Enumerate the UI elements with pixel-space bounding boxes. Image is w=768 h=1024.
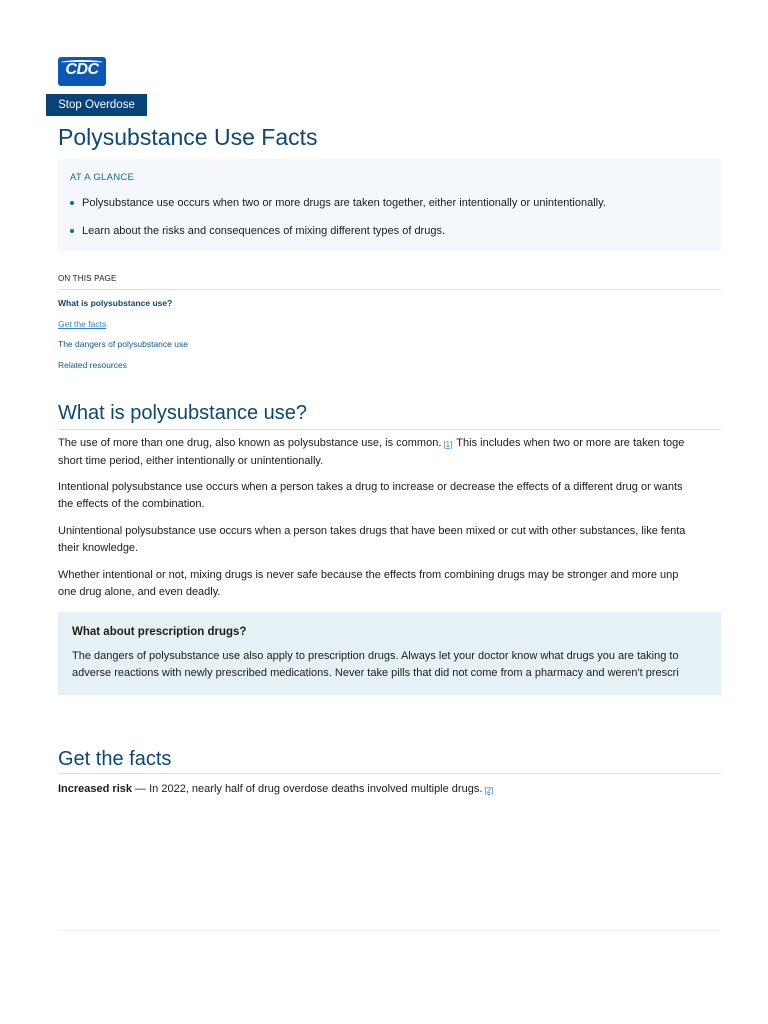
- logo-text: CDC: [65, 61, 99, 78]
- divider: [58, 429, 721, 430]
- at-a-glance-box: [58, 159, 721, 251]
- toc-link-what-is[interactable]: What is polysubstance use?: [58, 298, 173, 308]
- stop-overdose-tag[interactable]: Stop Overdose: [46, 94, 147, 116]
- callout-title: What about prescription drugs?: [72, 626, 247, 638]
- section-heading-what-is: What is polysubstance use?: [58, 402, 308, 424]
- callout-text: adverse reactions with newly prescribed medications. Never take pills that did not come from a pharmacy and weren't prescri: [72, 667, 679, 679]
- paragraph-text: Unintentional polysubstance use occurs when a person takes drugs that have been mixed or cut with other substances, like fenta: [58, 525, 686, 537]
- toc-link-dangers[interactable]: The dangers of polysubstance use: [58, 339, 188, 349]
- list-item: [70, 225, 606, 253]
- bullet-icon: [70, 229, 74, 233]
- reference-link-2[interactable]: [2]: [484, 786, 494, 795]
- reference-link-1[interactable]: [1]: [443, 440, 453, 449]
- cdc-logo[interactable]: [58, 57, 106, 86]
- paragraph-text: Whether intentional or not, mixing drugs is never safe because the effects from combining drugs may be stronger and more unp: [58, 569, 679, 581]
- paragraph: [58, 479, 721, 513]
- paragraph: [58, 435, 721, 470]
- paragraph-text: their knowledge.: [58, 542, 139, 554]
- bullet-icon: [70, 201, 74, 205]
- divider: [58, 773, 721, 774]
- section-heading-get-facts: Get the facts: [58, 748, 172, 770]
- paragraph: [58, 781, 721, 799]
- at-a-glance-heading: AT A GLANCE: [70, 172, 135, 183]
- fact-label: Increased risk: [58, 783, 132, 795]
- paragraph: [58, 567, 721, 601]
- toc-link-get-facts[interactable]: Get the facts: [58, 319, 107, 329]
- on-this-page-heading: ON THIS PAGE: [58, 274, 117, 283]
- glance-item-text: Polysubstance use occurs when two or more drugs are taken together, either intentionally or unintentionally.: [82, 197, 606, 209]
- callout-text: The dangers of polysubstance use also apply to prescription drugs. Always let your doctor know what drugs you are taking to: [72, 650, 679, 662]
- divider: [58, 930, 721, 931]
- at-a-glance-list: [70, 197, 606, 253]
- paragraph-text: The use of more than one drug, also known as polysubstance use, is common.: [58, 437, 442, 449]
- list-item: [70, 197, 606, 225]
- fact-text: — In 2022, nearly half of drug overdose deaths involved multiple drugs.: [132, 783, 483, 795]
- toc-link-related-resources[interactable]: Related resources: [58, 360, 127, 370]
- page-title: Polysubstance Use Facts: [58, 124, 318, 150]
- prescription-callout: [58, 612, 721, 695]
- paragraph-text: one drug alone, and even deadly.: [58, 586, 221, 598]
- divider: [58, 289, 721, 290]
- paragraph-text: short time period, either intentionally or unintentionally.: [58, 455, 324, 467]
- glance-item-text: Learn about the risks and consequences of mixing different types of drugs.: [82, 225, 446, 237]
- paragraph-text: This includes when two or more are taken toge: [456, 437, 685, 449]
- paragraph-text: Intentional polysubstance use occurs when a person takes a drug to increase or decrease the effects of a different drug or wants: [58, 481, 683, 493]
- paragraph: [58, 523, 721, 557]
- paragraph-text: the effects of the combination.: [58, 498, 205, 510]
